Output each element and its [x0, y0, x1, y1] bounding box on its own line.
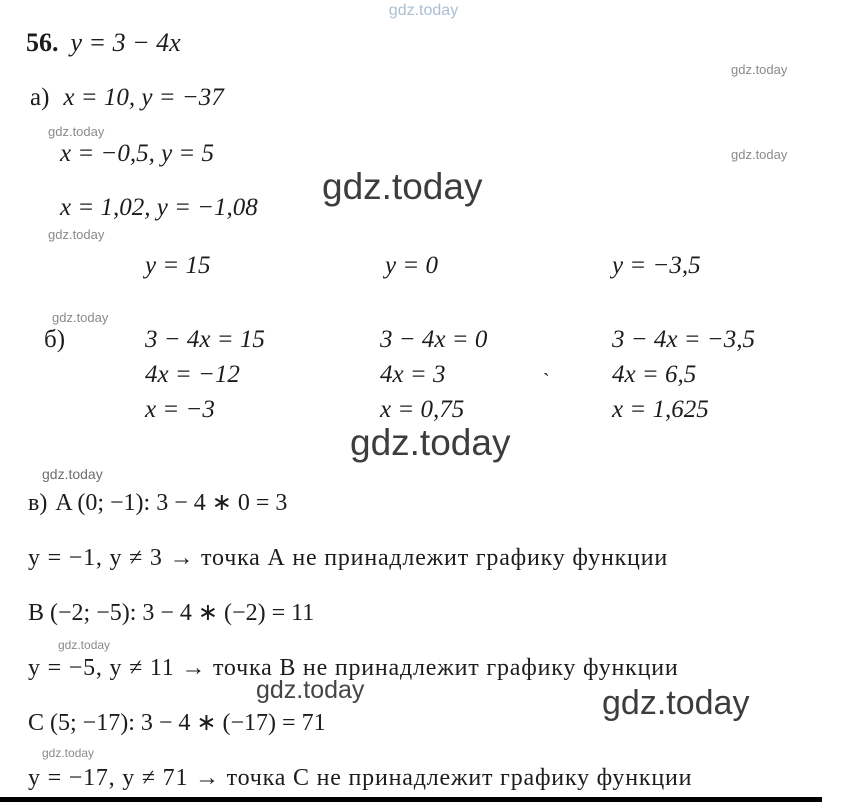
part-b-col1-row2: 4x = −12: [145, 361, 240, 388]
part-b-col2-row1: 3 − 4x = 0: [380, 326, 488, 353]
problem-equation: y = 3 − 4x: [70, 28, 181, 57]
watermark-right-1: gdz.today: [731, 62, 788, 77]
watermark-large-1: gdz.today: [322, 166, 483, 207]
part-b-col3-row1: 3 − 4x = −3,5: [612, 326, 755, 353]
point-b-conclusion: у = −5, у ≠ 11 → точка B не принадлежит графику функции: [28, 655, 679, 681]
part-b-col3-row3: x = 1,625: [612, 396, 709, 423]
watermark-large-3: gdz.today: [602, 684, 750, 722]
watermark-small-5: gdz.today: [58, 638, 111, 652]
point-a-check-text: A (0; −1): 3 − 4 ∗ 0 = 3: [55, 490, 288, 516]
part-a-eq-2: x = −0,5, y = 5: [60, 140, 215, 167]
point-a-conclusion: у = −1, у ≠ 3 → точка А не принадлежит графику функции: [28, 545, 668, 571]
part-a-label: а): [30, 84, 50, 111]
watermark-right-2: gdz.today: [731, 147, 788, 162]
part-b-col1-row1: 3 − 4x = 15: [145, 326, 265, 353]
part-b-col1-row3: x = −3: [145, 396, 215, 423]
watermark-small-3: gdz.today: [52, 310, 109, 325]
watermark-top: gdz.today: [388, 2, 459, 19]
watermark-small-4: gdz.today: [42, 466, 103, 482]
watermark-small-2: gdz.today: [48, 227, 105, 242]
part-a-eq-3: x = 1,02, y = −1,08: [60, 194, 258, 221]
bottom-scan-edge: [0, 797, 822, 802]
part-b-label: б): [44, 326, 66, 353]
watermark-large-2: gdz.today: [350, 422, 511, 463]
part-b-col2-row2: 4x = 3: [380, 361, 446, 388]
part-a-line-1: [30, 84, 224, 112]
watermark-small-1: gdz.today: [48, 124, 105, 139]
y-value-1: y = 15: [145, 252, 211, 279]
part-b-col3-row2: 4x = 6,5: [612, 361, 697, 388]
y-value-2: y = 0: [385, 252, 438, 279]
watermark-small-6: gdz.today: [42, 746, 95, 760]
point-c-check: C (5; −17): 3 − 4 ∗ (−17) = 71: [28, 710, 326, 736]
part-v-label: в): [28, 490, 48, 516]
problem-header: [26, 28, 181, 58]
part-a-eq-1: x = 10, y = −37: [63, 84, 224, 111]
part-v-point-a-check: [28, 488, 287, 517]
part-b-col2-row3: x = 0,75: [380, 396, 465, 423]
point-c-conclusion: у = −17, у ≠ 71 → точка C не принадлежит графику функции: [28, 765, 693, 791]
y-value-3: y = −3,5: [612, 252, 701, 279]
problem-number: 56.: [26, 28, 59, 57]
point-b-check: B (−2; −5): 3 − 4 ∗ (−2) = 11: [28, 600, 315, 626]
stray-mark: `: [543, 370, 550, 392]
watermark-medium: gdz.today: [256, 676, 365, 704]
